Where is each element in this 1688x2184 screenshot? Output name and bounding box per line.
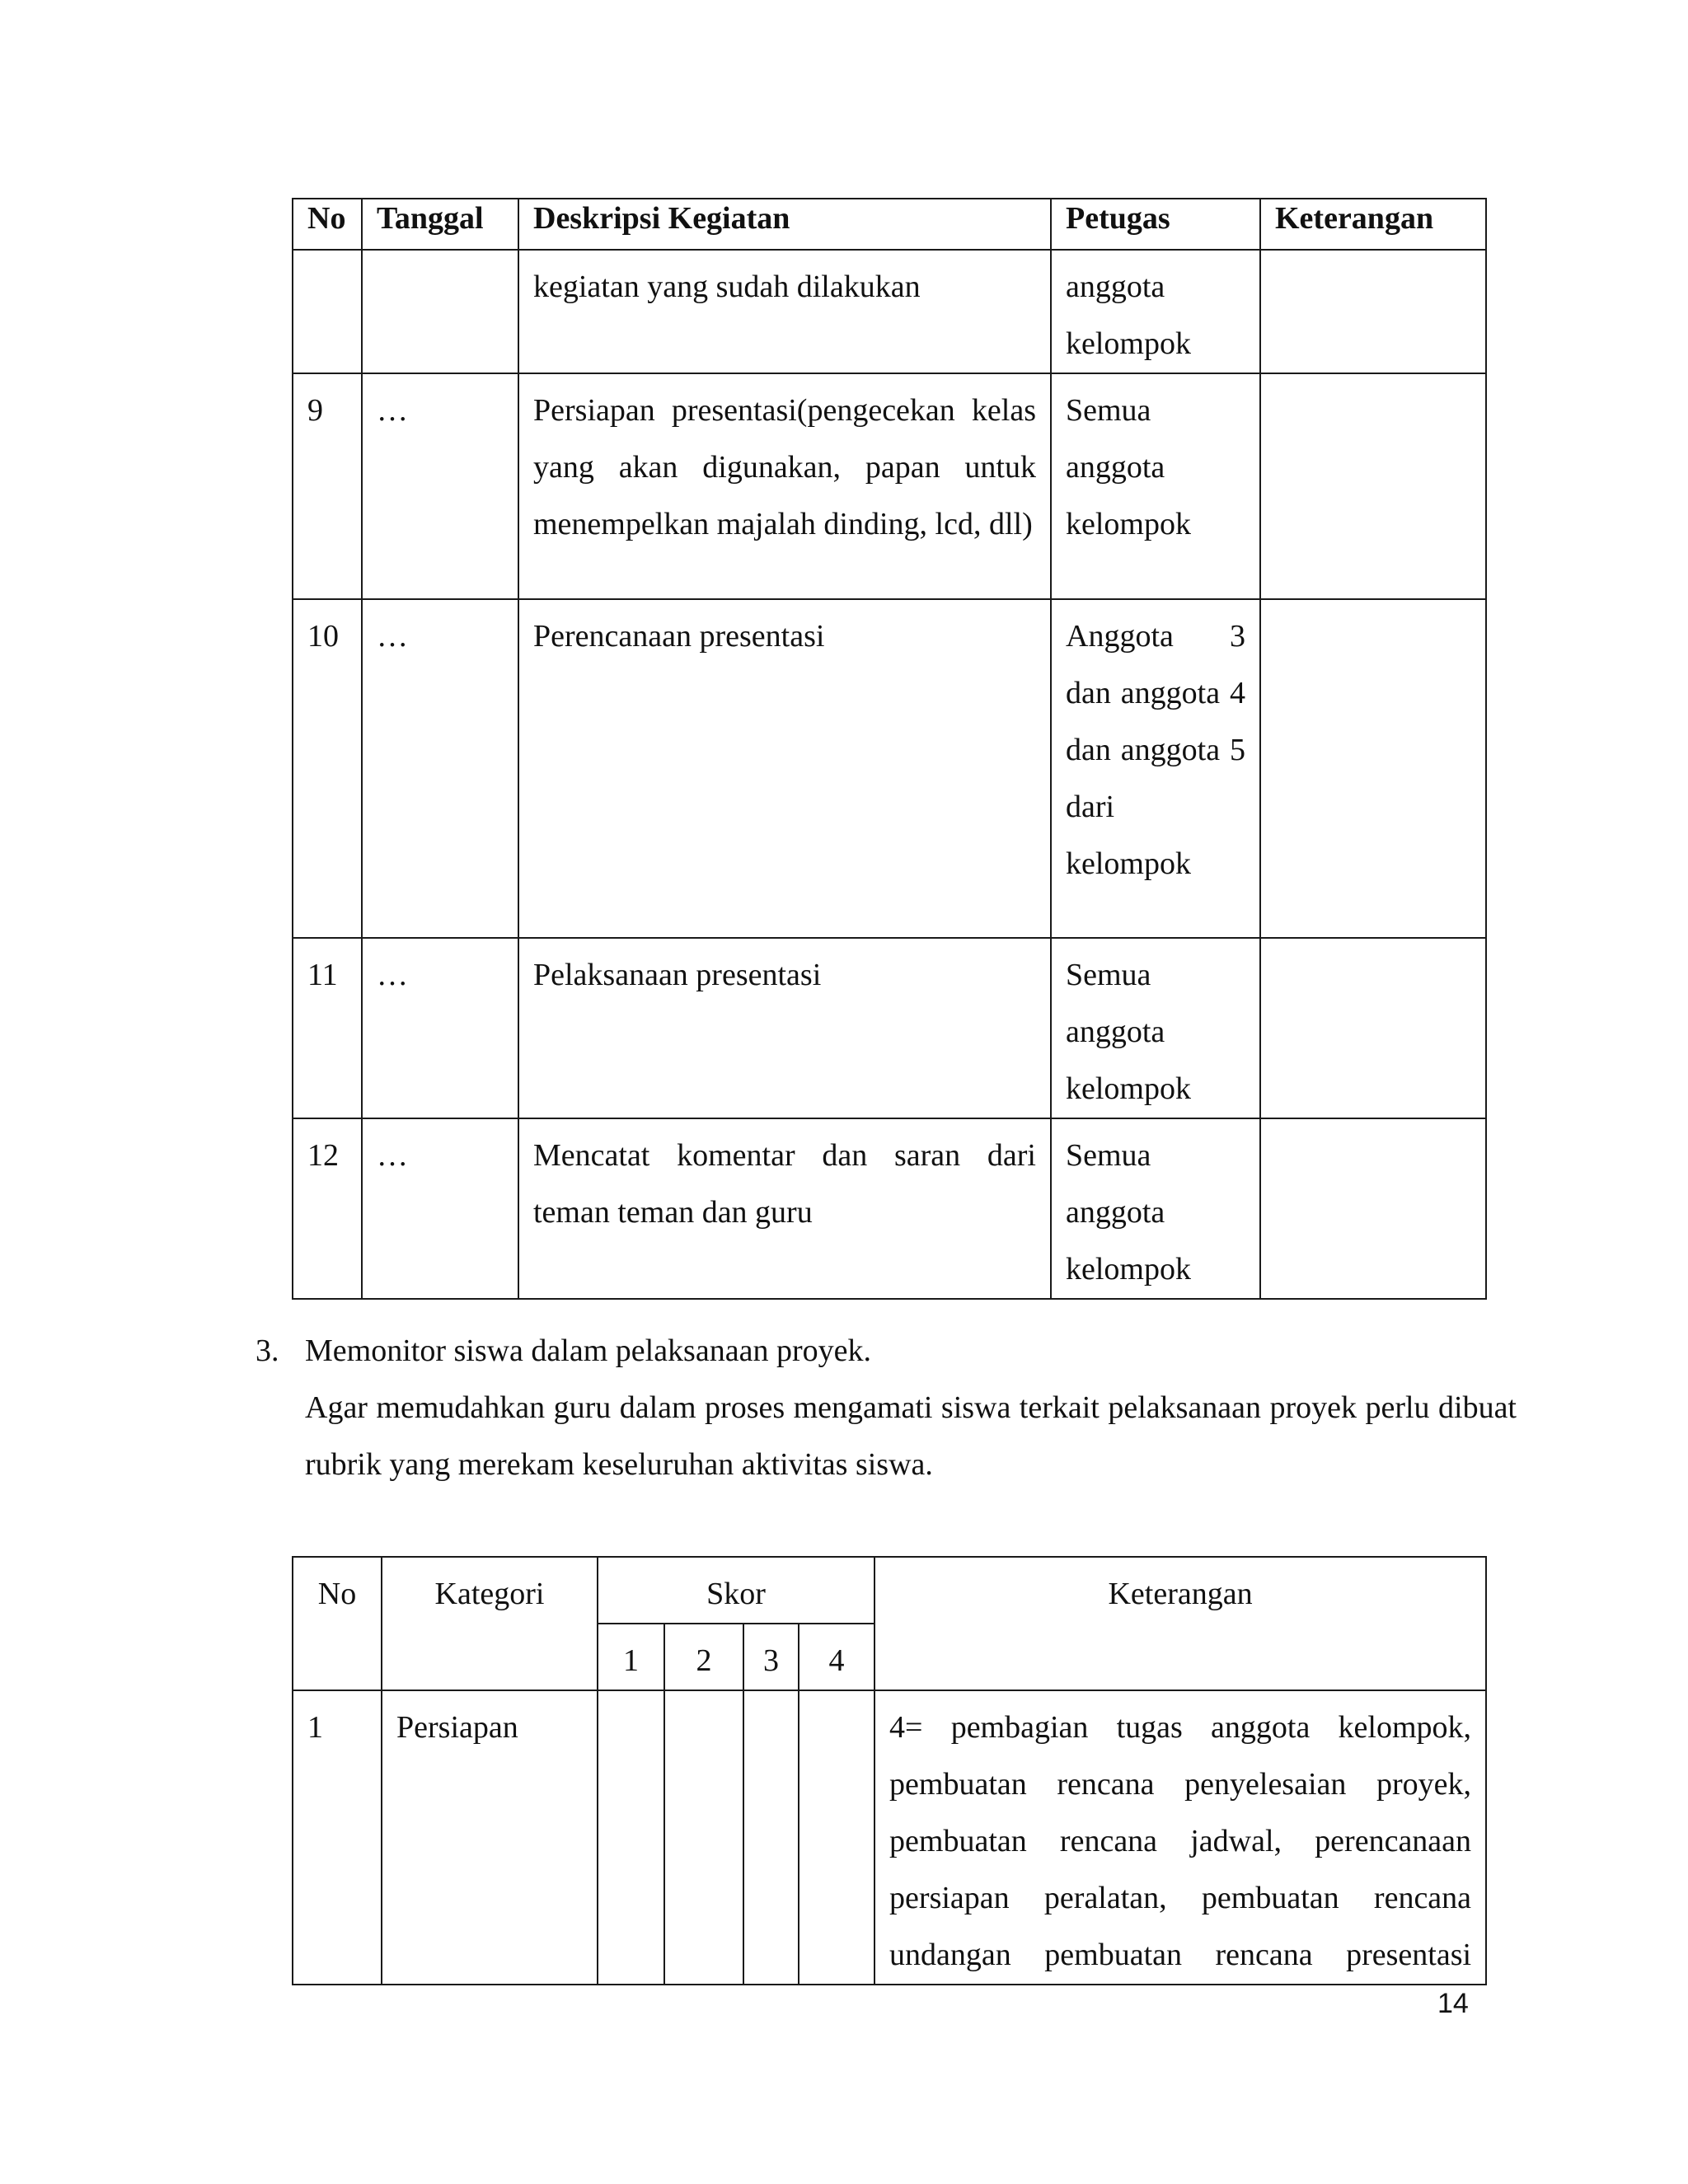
cell-tanggal: [362, 250, 518, 373]
header-deskripsi: Deskripsi Kegiatan: [518, 199, 1051, 250]
header-tanggal: Tanggal: [362, 199, 518, 250]
table-row: [293, 599, 1486, 938]
cell-kategori: Persiapan: [382, 1690, 598, 1985]
cell-score-4: [799, 1690, 874, 1985]
cell-keterangan: [1260, 1118, 1486, 1299]
cell-no: 10: [293, 599, 362, 938]
page-number: 14: [1437, 1988, 1469, 2019]
cell-keterangan: 4= pembagian tugas anggota kelompok, pembuatan rencana penyelesaian proyek, pembuatan rencana jadwal, perencanaan persiapan peralatan, pembuatan rencana undangan pembuatan rencana presentasi: [874, 1690, 1486, 1985]
rubric-table: [292, 1556, 1487, 1985]
table-row: [293, 1690, 1486, 1985]
header-no: No: [293, 1557, 382, 1690]
cell-deskripsi: Perencanaan presentasi: [518, 599, 1051, 938]
cell-score-3: [743, 1690, 799, 1985]
cell-no: 9: [293, 373, 362, 599]
cell-tanggal: …: [362, 373, 518, 599]
cell-no: 12: [293, 1118, 362, 1299]
cell-petugas: anggota kelompok: [1051, 250, 1260, 373]
cell-no: 1: [293, 1690, 382, 1985]
section-number: 3.: [256, 1333, 279, 1368]
header-no: No: [293, 199, 362, 250]
section-paragraph: Agar memudahkan guru dalam proses mengamati siswa terkait pelaksanaan proyek perlu dibuat rubrik yang merekam keseluruhan aktivitas siswa.: [305, 1390, 1517, 1482]
header-petugas: Petugas: [1051, 199, 1260, 250]
cell-deskripsi: Persiapan presentasi(pengecekan kelas yang akan digunakan, papan untuk menempelkan majalah dinding, lcd, dll): [518, 373, 1051, 599]
cell-tanggal: …: [362, 599, 518, 938]
cell-score-1: [598, 1690, 664, 1985]
cell-petugas: Semua anggota kelompok: [1051, 373, 1260, 599]
cell-score-2: [664, 1690, 743, 1985]
cell-petugas: Anggota 3 dan anggota 4 dan anggota 5 dari kelompok: [1051, 599, 1260, 938]
cell-tanggal: …: [362, 1118, 518, 1299]
cell-tanggal: …: [362, 938, 518, 1118]
table-row: [293, 373, 1486, 599]
header-kategori: Kategori: [382, 1557, 598, 1690]
cell-petugas: Semua anggota kelompok: [1051, 1118, 1260, 1299]
cell-deskripsi: Pelaksanaan presentasi: [518, 938, 1051, 1118]
score-1: 1: [598, 1624, 664, 1690]
cell-deskripsi: kegiatan yang sudah dilakukan: [518, 250, 1051, 373]
cell-deskripsi: Mencatat komentar dan saran dari teman teman dan guru: [518, 1118, 1051, 1299]
rubric-header-row: [293, 1557, 1486, 1624]
cell-no: 11: [293, 938, 362, 1118]
header-skor: Skor: [598, 1557, 874, 1624]
header-keterangan: Keterangan: [874, 1557, 1486, 1690]
activity-table: [292, 198, 1487, 1300]
score-3: 3: [743, 1624, 799, 1690]
cell-keterangan: [1260, 938, 1486, 1118]
table-row: [293, 250, 1486, 373]
header-keterangan: Keterangan: [1260, 199, 1486, 250]
table-row: [293, 1118, 1486, 1299]
cell-keterangan: [1260, 250, 1486, 373]
cell-no: [293, 250, 362, 373]
section-heading: Memonitor siswa dalam pelaksanaan proyek.: [305, 1333, 871, 1368]
score-4: 4: [799, 1624, 874, 1690]
cell-keterangan: [1260, 599, 1486, 938]
cell-keterangan: [1260, 373, 1486, 599]
table-row: [293, 938, 1486, 1118]
score-2: 2: [664, 1624, 743, 1690]
cell-petugas: Semua anggota kelompok: [1051, 938, 1260, 1118]
table-header-row: [293, 199, 1486, 250]
